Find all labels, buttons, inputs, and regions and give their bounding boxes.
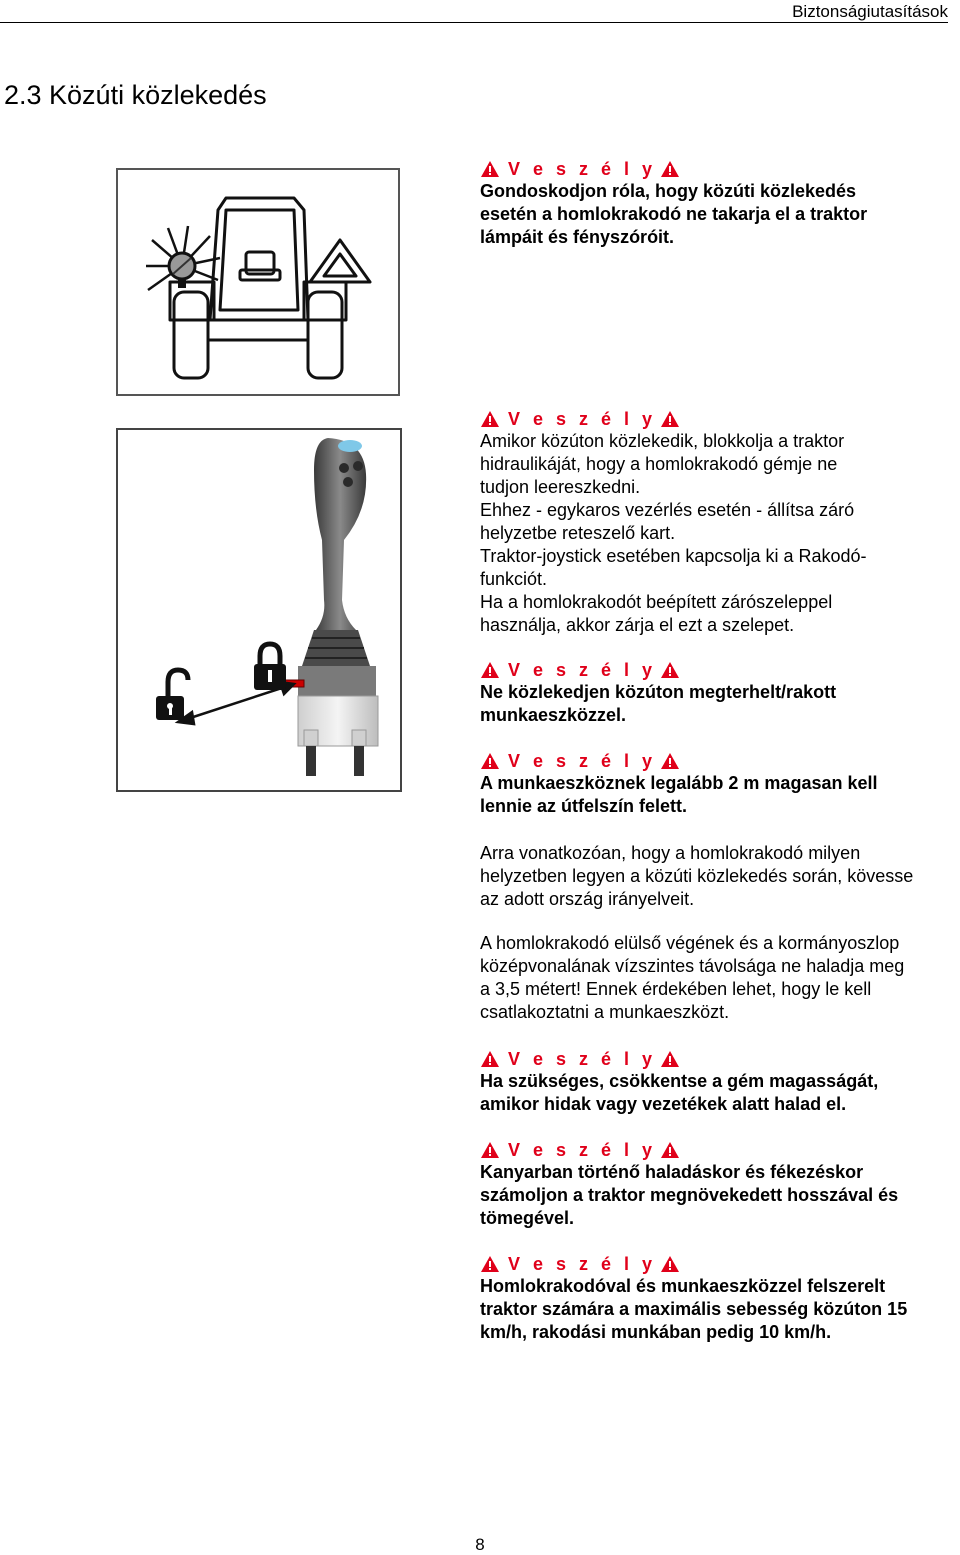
warning-triangle-icon [480, 661, 500, 679]
warning-block-bridges [480, 1048, 958, 1116]
warning-text-line: amikor hidak vagy vezetékek alatt halad el. [480, 1094, 847, 1114]
warning-text-line: traktor számára a maximális sebesség közúton 15 [480, 1299, 908, 1319]
warning-label: V e s z é l y [508, 1139, 657, 1160]
warning-triangle-icon [480, 1050, 500, 1068]
tractor-lights-illustration [116, 168, 400, 396]
warning-text-line: Amikor közúton közlekedik, blokkolja a traktor [480, 431, 845, 451]
header-divider [0, 22, 948, 23]
warning-text-line: Ne közlekedjen közúton megterhelt/rakott [480, 682, 837, 702]
warning-block-speed [480, 1253, 958, 1344]
body-text-line: csatlakoztatni a munkaeszközt. [480, 1002, 730, 1022]
warning-label: V e s z é l y [508, 158, 657, 179]
page-number: 8 [475, 1535, 485, 1554]
joystick-lock-illustration [116, 428, 402, 792]
warning-triangle-icon [480, 752, 500, 770]
body-text-line: helyzetben legyen a közúti közlekedés során, kövesse [480, 866, 914, 886]
text-block-guidelines [480, 842, 958, 911]
warning-text-line: Gondoskodjon róla, hogy közúti közlekedés [480, 181, 857, 201]
warning-label: V e s z é l y [508, 1048, 657, 1069]
warning-text-line: tudjon leereszkedni. [480, 477, 641, 497]
warning-triangle-icon [660, 1050, 680, 1068]
warning-text-line: km/h, rakodási munkában pedig 10 km/h. [480, 1322, 832, 1342]
warning-text-line: használja, akkor zárja el ezt a szelepet. [480, 615, 795, 635]
warning-triangle-icon [480, 410, 500, 428]
warning-heading [480, 1253, 958, 1275]
warning-block-lights [480, 158, 958, 249]
warning-text-line: Kanyarban történő haladáskor és fékezéskor [480, 1162, 864, 1182]
warning-label: V e s z é l y [508, 659, 657, 680]
warning-text-line: munkaeszközzel. [480, 705, 627, 725]
warning-triangle-icon [480, 1255, 500, 1273]
warning-heading [480, 158, 958, 180]
body-text-line: az adott ország irányelveit. [480, 889, 695, 909]
warning-triangle-icon [660, 661, 680, 679]
body-text-line: középvonalának vízszintes távolsága ne haladja meg [480, 956, 905, 976]
warning-triangle-icon [660, 1141, 680, 1159]
warning-text-line: tömegével. [480, 1208, 575, 1228]
warning-text-line: lennie az útfelszín felett. [480, 796, 688, 816]
warning-text-line: A munkaeszköznek legalább 2 m magasan kell [480, 773, 878, 793]
warning-text-line: hidraulikáját, hogy a homlokrakodó gémje ne [480, 454, 838, 474]
warning-text-line: funkciót. [480, 569, 548, 589]
warning-text-line: esetén a homlokrakodó ne takarja el a traktor [480, 204, 868, 224]
warning-text-line: helyzetbe reteszelő kart. [480, 523, 676, 543]
warning-text-line: Ha szükséges, csökkentse a gém magasságát, [480, 1071, 879, 1091]
warning-text-line: lámpáit és fényszóróit. [480, 227, 675, 247]
warning-triangle-icon [660, 410, 680, 428]
warning-block-loaded [480, 659, 958, 727]
warning-block-cornering [480, 1139, 958, 1230]
warning-triangle-icon [660, 1255, 680, 1273]
section-title: 2.3 Közúti közlekedés [4, 80, 267, 110]
warning-triangle-icon [480, 160, 500, 178]
warning-triangle-icon [480, 1141, 500, 1159]
warning-triangle-icon [660, 160, 680, 178]
warning-block-hydraulics [480, 408, 958, 637]
warning-heading [480, 1139, 958, 1161]
warning-heading [480, 659, 958, 681]
warning-heading [480, 750, 958, 772]
warning-label: V e s z é l y [508, 1253, 657, 1274]
text-block-distance [480, 932, 958, 1024]
warning-text-line: Ha a homlokrakodót beépített zárószeleppel [480, 592, 833, 612]
warning-triangle-icon [660, 752, 680, 770]
warning-heading [480, 408, 958, 430]
warning-text-line: Traktor-joystick esetében kapcsolja ki a Rakodó- [480, 546, 867, 566]
page-header-title: Biztonságiutasítások [792, 2, 948, 21]
body-text-line: A homlokrakodó elülső végének és a kormányoszlop [480, 933, 900, 953]
warning-heading [480, 1048, 958, 1070]
warning-block-height [480, 750, 958, 818]
warning-text-line: Ehhez - egykaros vezérlés esetén - állítsa záró [480, 500, 855, 520]
warning-label: V e s z é l y [508, 408, 657, 429]
warning-label: V e s z é l y [508, 750, 657, 771]
body-text-line: Arra vonatkozóan, hogy a homlokrakodó milyen [480, 843, 861, 863]
warning-text-line: Homlokrakodóval és munkaeszközzel felszerelt [480, 1276, 886, 1296]
warning-text-line: számoljon a traktor megnövekedett hosszával és [480, 1185, 899, 1205]
body-text-line: a 3,5 métert! Ennek érdekében lehet, hogy le kell [480, 979, 872, 999]
